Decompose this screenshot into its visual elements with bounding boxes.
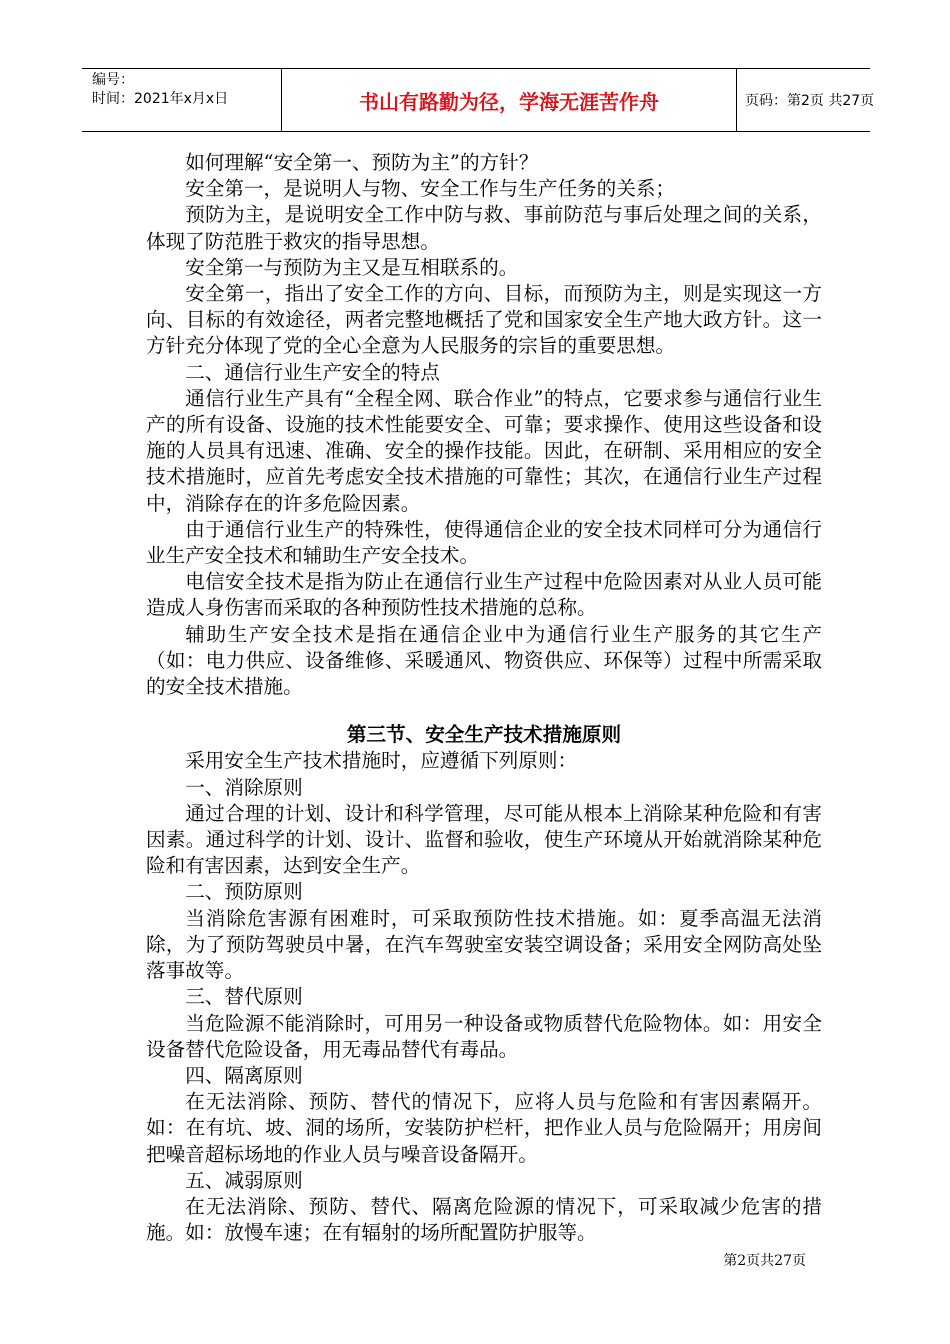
page-footer: 第2页共27页 [723,1253,806,1269]
paragraph: 安全第一与预防为主又是互相联系的。 [185,255,519,279]
paragraph: 安全第一，是说明人与物、安全工作与生产任务的关系； [185,177,676,201]
paragraph: 采用安全生产技术措施时，应遵循下列原则： [185,749,578,773]
paragraph: 由于通信行业生产的特殊性，使得通信企业的安全技术同样可分为通信行业生产安全技术和辅助生产安全技术。 [146,517,822,568]
paragraph: 电信安全技术是指为防止在通信行业生产过程中危险因素对从业人员可能造成人身伤害而采取的各种预防性技术措施的总称。 [146,570,822,620]
paragraph: 辅助生产安全技术是指在通信企业中为通信行业生产服务的其它生产（如：电力供应、设备维修、采暖通风、物资供应、环保等）过程中所需采取的安全技术措施。 [146,622,822,699]
paragraph: 当消除危害源有困难时，可采取预防性技术措施。如：夏季高温无法消除，为了预防驾驶员中暑，在汽车驾驶室安装空调设备；采用安全网防高处坠落事故等。 [146,906,822,983]
paragraph: 预防为主，是说明安全工作中防与救、事前防范与事后处理之间的关系，体现了防范胜于救灾的指导思想。 [146,203,822,253]
header-motto: 书山有路勤为径，学海无涯苦作舟 [282,69,737,131]
paragraph: 安全第一，指出了安全工作的方向、目标，而预防为主，则是实现这一方向、目标的有效途径，两者完整地概括了党和国家安全生产地大政方针。这一方针充分体现了党的全心全意为人民服务的宗旨的重要思想。 [146,282,822,358]
subheading: 四、隔离原则 [185,1063,303,1087]
paragraph: 通信行业生产具有“全程全网、联合作业”的特点，它要求参与通信行业生产的所有设备、设施的技术性能要安全、可靠；要求操作、使用这些设备和设施的人员具有迅速、准确、安全的操作技能。因此，在研制、采用相应的安全技术措施时，应首先考虑安全技术措施的可靠性；其次，在通信行业生产过程中，消除存在的许多危险因素。 [146,386,822,515]
page-header [82,68,875,132]
header-info [82,69,282,131]
paragraph: 通过合理的计划、设计和科学管理，尽可能从根本上消除某种危险和有害因素。通过科学的计划、设计、监督和验收，使生产环境从开始就消除某种危险和有害因素，达到安全生产。 [146,801,822,878]
number-label: 编号： [92,72,134,88]
section-title: 第三节、安全生产技术措施原则 [346,723,622,747]
subheading: 二、预防原则 [185,880,303,904]
paragraph: 在无法消除、预防、替代的情况下，应将人员与危险和有害因素隔开。如：在有坑、坡、洞的场所，安装防护栏杆，把作业人员与危险隔开；用房间把噪音超标场地的作业人员与噪音设备隔开。 [146,1090,822,1166]
paragraph: 如何理解“安全第一、预防为主”的方针？ [185,151,539,174]
header-page-label: 页码：第2页 共27页 [745,93,875,109]
subheading: 三、替代原则 [185,985,303,1009]
document-body [146,150,822,1246]
paragraph: 在无法消除、预防、替代、隔离危险源的情况下，可采取减少危害的措施。如：放慢车速；在有辐射的场所配置防护服等。 [146,1194,822,1245]
subheading: 五、减弱原则 [185,1168,303,1192]
paragraph: 当危险源不能消除时，可用另一种设备或物质替代危险物体。如：用安全设备替代危险设备，用无毒品替代有毒品。 [146,1011,822,1061]
subheading: 二、通信行业生产安全的特点 [185,360,440,384]
time-label: 时间：2021年x月x日 [92,91,229,107]
subheading: 一、消除原则 [185,775,303,799]
